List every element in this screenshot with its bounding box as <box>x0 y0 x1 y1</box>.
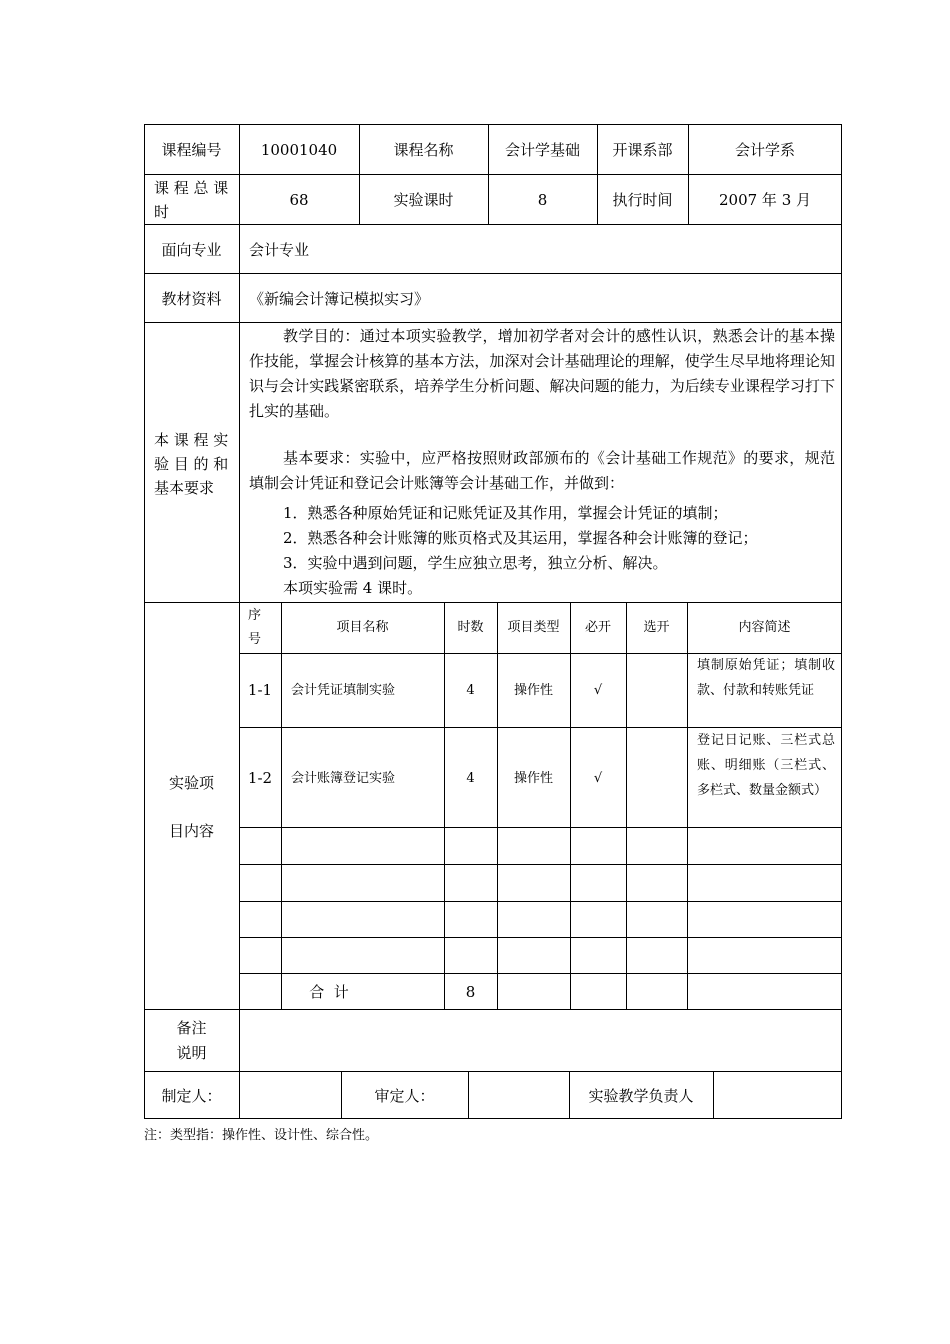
col-header-elective: 选开 <box>643 620 670 635</box>
dept-label: 开课系部 <box>612 141 673 159</box>
course-name-value: 会计学基础 <box>504 141 580 159</box>
project-row-divider <box>239 864 842 865</box>
remarks-label-cont: 说明 <box>176 1044 207 1062</box>
project-row-divider <box>239 827 842 828</box>
requirement-item: 3．实验中遇到问题，学生应独立思考，独立分析、解决。 <box>283 554 668 572</box>
requirement-item: 2．熟悉各种会计账簿的账页格式及其运用，掌握各种会计账簿的登记； <box>283 529 758 547</box>
course-no-label: 课程编号 <box>161 141 222 159</box>
project-row-divider <box>239 901 842 902</box>
total-hours: 8 <box>465 983 476 1001</box>
col-divider <box>468 1071 469 1119</box>
hours-note: 本项实验需 4 课时。 <box>283 579 423 597</box>
exec-time-label: 执行时间 <box>612 191 673 209</box>
col-divider <box>239 1009 240 1119</box>
row-divider <box>144 1071 842 1072</box>
project-col-divider <box>281 602 282 1009</box>
total-label: 合 计 <box>309 983 349 1001</box>
col-header-seq: 序 <box>248 608 262 623</box>
project-row-divider <box>239 937 842 938</box>
basic-requirement: 基本要求：实验中，应严格按照财政部颁布的《会计基础工作规范》的要求，规范填制会计凭证和登记会计账簿等会计基础工作，并做到： <box>249 449 835 492</box>
textbook-label: 教材资料 <box>161 290 222 308</box>
course-name-label: 课程名称 <box>393 141 454 159</box>
table-row-type: 操作性 <box>513 683 553 698</box>
projects-label: 实验项 <box>168 774 214 792</box>
col-divider <box>713 1071 714 1119</box>
project-col-divider <box>570 602 571 1009</box>
course-no-value: 10001040 <box>260 141 338 159</box>
row-divider <box>144 273 842 274</box>
col-header-seq-cont: 号 <box>248 632 262 647</box>
table-row-seq: 1-1 <box>247 681 273 699</box>
project-col-divider <box>687 602 688 1009</box>
major-label: 面向专业 <box>161 241 222 259</box>
project-col-divider <box>626 602 627 1009</box>
lab-hours-value: 8 <box>537 191 548 209</box>
table-row-summary: 填制原始凭证；填制收款、付款和转账凭证 <box>697 658 835 698</box>
maker-label: 制定人： <box>161 1087 222 1105</box>
table-row-type: 操作性 <box>513 771 553 786</box>
table-row-required: √ <box>593 771 603 786</box>
teaching-purpose: 教学目的：通过本项实验教学，增加初学者对会计的感性认识，熟悉会计的基本操作技能，掌握会计核算的基本方法，加深对会计基础理论的理解，使学生尽早地将理论知识与会计实践紧密联系，培养学生分析问题、解决问题的能力，为后续专业课程学习打下扎实的基础。 <box>249 327 835 420</box>
exec-time-value: 2007 年 3 月 <box>718 191 812 209</box>
requirement-item: 1．熟悉各种原始凭证和记账凭证及其作用，掌握会计凭证的填制； <box>283 504 728 522</box>
row-divider <box>144 1009 842 1010</box>
project-row-divider <box>239 973 842 974</box>
col-header-type: 项目类型 <box>507 620 560 635</box>
row-divider <box>144 322 842 323</box>
table-row-hours: 4 <box>466 683 475 698</box>
dept-value: 会计学系 <box>734 141 795 159</box>
project-col-divider <box>444 602 445 1009</box>
col-header-name: 项目名称 <box>336 620 389 635</box>
total-hours-value: 68 <box>289 191 309 209</box>
total-hours-label-cont: 时 <box>154 203 170 221</box>
row-divider <box>144 224 842 225</box>
textbook-value: 《新编会计簿记模拟实习》 <box>249 290 430 308</box>
col-divider <box>239 124 240 1009</box>
table-row-name: 会计凭证填制实验 <box>291 683 396 698</box>
projects-label-cont: 目内容 <box>168 822 214 840</box>
project-col-divider <box>497 602 498 1009</box>
major-value: 会计专业 <box>249 241 310 259</box>
col-header-required: 必开 <box>584 620 611 635</box>
col-header-hours: 时数 <box>457 620 484 635</box>
objectives-label-cont: 基本要求 <box>154 479 215 497</box>
col-header-summary: 内容简述 <box>738 620 791 635</box>
total-hours-label: 课 程 总 课 <box>154 179 229 197</box>
lab-hours-label: 实验课时 <box>393 191 454 209</box>
lead-label: 实验教学负责人 <box>588 1087 694 1105</box>
remarks-label: 备注 <box>176 1019 207 1037</box>
footnote: 注：类型指：操作性、设计性、综合性。 <box>144 1128 379 1143</box>
table-row-required: √ <box>593 683 603 698</box>
objectives-label-cont: 验 目 的 和 <box>154 455 229 473</box>
table-row-seq: 1-2 <box>247 769 273 787</box>
table-row-hours: 4 <box>466 771 475 786</box>
row-divider <box>144 174 842 175</box>
objectives-label: 本 课 程 实 <box>154 431 229 449</box>
reviewer-label: 审定人： <box>374 1087 435 1105</box>
table-row-name: 会计账簿登记实验 <box>291 771 396 786</box>
table-row-summary: 登记日记账、三栏式总账、明细账（三栏式、多栏式、数量金额式） <box>697 733 835 798</box>
